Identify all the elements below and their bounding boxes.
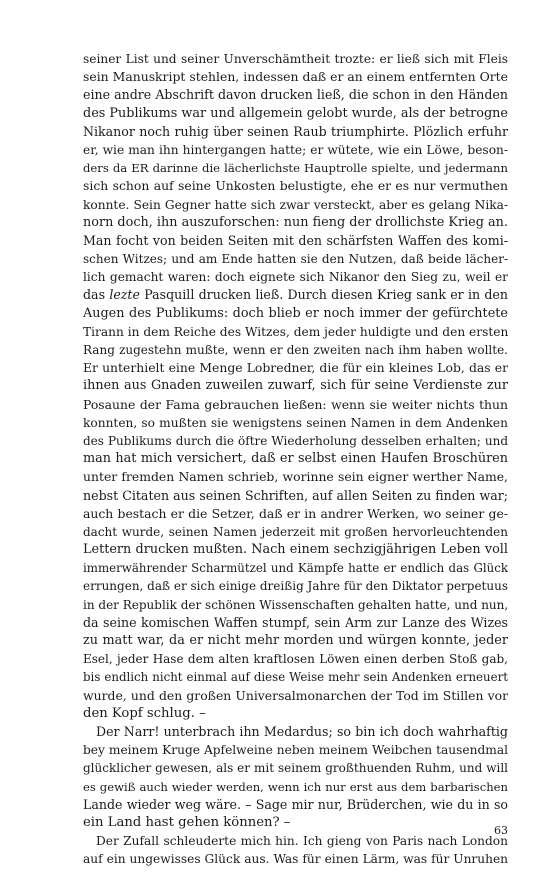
text-line: Esel, jeder Hase dem alten kraftlosen Löwen einen derben Stoß gab, bbox=[83, 652, 508, 667]
text-line: den Kopf schlug. – bbox=[83, 705, 206, 721]
text-line: Rang zugestehn mußte, wenn er den zweiten nach ihm haben wollte. bbox=[83, 343, 508, 357]
text-line: schen Witzes; und am Ende hatten sie den Nutzen, daß beide lächer- bbox=[83, 252, 508, 267]
text-line: nebst Citaten aus seinen Schriften, auf allen Seiten zu finden war; bbox=[83, 487, 508, 503]
text-line: auf ein ungewisses Glück aus. Was für einen Lärm, was für Unruhen bbox=[83, 852, 508, 867]
text-line: man hat mich versichert, daß er selbst einen Haufen Broschüren bbox=[83, 451, 508, 467]
text-segment: das bbox=[83, 287, 110, 303]
text-line: konnten, so mußten sie wenigstens seinen Namen in dem Andenken bbox=[83, 415, 508, 430]
text-line: bey meinem Kruge Apfelweine neben meinem Weibchen tausendmal bbox=[83, 743, 508, 758]
text-line: errungen, daß er sich einige dreißig Jahre für den Diktator perpetuus bbox=[83, 579, 508, 594]
text-line: konnte. Sein Gegner hatte sich zwar versteckt, aber es gelang Nika- bbox=[83, 197, 508, 212]
emphasized-word: lezte bbox=[109, 287, 140, 303]
text-line: Der Narr! unterbrach ihn Medardus; so bin ich doch wahrhaftig bbox=[96, 723, 508, 739]
body-text bbox=[83, 50, 508, 868]
text-line: des Publikums durch die öftre Wiederholung desselben erhalten; und bbox=[83, 433, 508, 448]
text-line: dacht wurde, seinen Namen jederzeit mit großen hervorleuchtenden bbox=[83, 524, 508, 539]
text-line: ein Land hast gehen können? – bbox=[83, 814, 291, 830]
text-line: lich gemacht waren: doch eignete sich Nikanor den Sieg zu, weil er bbox=[83, 270, 508, 285]
text-line: eine andre Abschrift davon drucken ließ, die schon in den Händen bbox=[83, 87, 508, 103]
text-line: norn doch, ihn auszuforschen: nun fieng der drollichste Krieg an. bbox=[83, 214, 508, 230]
text-line: wurde, und den großen Universalmonarchen der Tod im Stillen vor bbox=[83, 687, 508, 703]
text-line: bis endlich nicht einmal auf diese Weise mehr sein Andenken erneuert bbox=[83, 670, 508, 685]
text-line: zu matt war, da er nicht mehr morden und würgen konnte, jeder bbox=[83, 633, 508, 648]
text-line: sein Manuskript stehlen, indessen daß er an einem entfernten Orte bbox=[83, 69, 508, 85]
text-line: auch bestach er die Setzer, daß er in andrer Werken, wo seiner ge- bbox=[83, 505, 508, 521]
text-line: seiner List und seiner Unverschämtheit trozte: er ließ sich mit Fleis bbox=[83, 52, 508, 66]
text-line: unter fremden Namen schrieb, worinne sein eigner werther Name, bbox=[83, 469, 508, 485]
text-line: Lande wieder weg wäre. – Sage mir nur, Brüderchen, wie du in so bbox=[83, 796, 508, 812]
text-line: in der Republik der schönen Wissenschaften gehalten hatte, und nun, bbox=[83, 597, 508, 612]
text-line: da seine komischen Waffen stumpf, sein Arm zur Lanze des Wizes bbox=[83, 614, 508, 630]
text-line: Lettern drucken mußten. Nach einem sechzigjährigen Leben voll bbox=[83, 542, 508, 558]
text-segment: Pasquill drucken ließ. Durch diesen Krieg sank er in den bbox=[139, 287, 508, 303]
text-line: sich schon auf seine Unkosten belustigte, ehe er es nur vermuthen bbox=[83, 178, 508, 194]
text-line: des Publikums war und allgemein gelobt wurde, als der betrogne bbox=[83, 105, 508, 121]
text-line: Posaune der Fama gebrauchen ließen: wenn sie weiter nichts thun bbox=[83, 396, 508, 412]
text-line bbox=[83, 286, 508, 304]
text-line: ihnen aus Gnaden zuweilen zuwarf, sich für seine Verdienste zur bbox=[83, 378, 508, 394]
text-line: Der Zufall schleuderte mich hin. Ich gieng von Paris nach London bbox=[96, 834, 508, 849]
text-line: Er unterhielt eine Menge Lobredner, die für ein kleines Lob, das er bbox=[83, 360, 508, 376]
text-line: Augen des Publikums: doch blieb er noch immer der gefürchtete bbox=[83, 305, 508, 321]
text-line: ders da ER darinne die lächerlichste Hauptrolle spielte, und jedermann bbox=[83, 161, 508, 176]
text-line: es gewiß auch wieder werden, wenn ich nur erst aus dem barbarischen bbox=[83, 779, 508, 794]
text-line: Nikanor noch ruhig über seinen Raub triumphirte. Plözlich erfuhr bbox=[83, 123, 508, 139]
text-line: er, wie man ihn hintergangen hatte; er wütete, wie ein Löwe, beson- bbox=[83, 142, 508, 157]
text-line: glücklicher gewesen, als er mit seinem großthuenden Ruhm, und will bbox=[83, 761, 508, 776]
text-line: Man focht von beiden Seiten mit den schärfsten Waffen des komi- bbox=[83, 232, 508, 248]
page-number: 63 bbox=[494, 824, 508, 837]
text-line: Tirann in dem Reiche des Witzes, dem jeder huldigte und den ersten bbox=[83, 324, 508, 339]
text-line: immerwährender Scharmützel und Kämpfe hatte er endlich das Glück bbox=[83, 561, 508, 576]
